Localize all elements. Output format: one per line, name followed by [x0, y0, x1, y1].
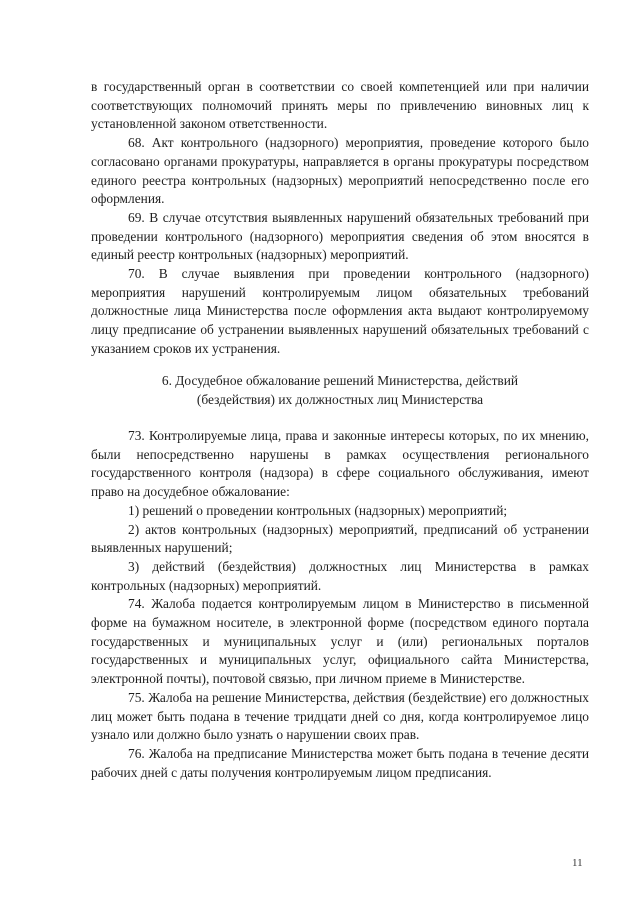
- list-item-2: 2) актов контрольных (надзорных) мероприятий, предписаний об устранении выявленных нарушений;: [91, 521, 589, 556]
- paragraph-69: 69. В случае отсутствия выявленных нарушений обязательных требований при проведении контрольного (надзорного) мероприятия сведения об этом вносятся в единый реестр контрольных (надзорных) мероприятий.: [91, 209, 589, 263]
- page-number: 11: [572, 857, 583, 869]
- list-item-1: 1) решений о проведении контрольных (надзорных) мероприятий;: [128, 502, 508, 518]
- list-item-3: 3) действий (бездействия) должностных лиц Министерства в рамках контрольных (надзорных) мероприятий.: [91, 558, 589, 593]
- section-heading: [91, 372, 589, 409]
- paragraph-continuation: в государственный орган в соответствии со своей компетенцией или при наличии соответствующих полномочий принять меры по привлечению виновных лиц к установленной законом ответственности.: [91, 79, 589, 132]
- section-heading-line-1: 6. Досудебное обжалование решений Министерства, действий: [161, 373, 519, 388]
- paragraph-68: 68. Акт контрольного (надзорного) мероприятия, проведение которого было согласовано органами прокуратуры, направляется в органы прокуратуры посредством единого реестра контрольных (надзорных) мероприятий непосредственно после его оформления.: [91, 135, 589, 207]
- paragraph-76: 76. Жалоба на предписание Министерства может быть подана в течение десяти рабочих дней с даты получения контролируемым лицом предписания.: [91, 745, 589, 780]
- section-heading-line-2: (бездействия) их должностных лиц Министерства: [196, 391, 484, 407]
- paragraph-73: 73. Контролируемые лица, права и законные интересы которых, по их мнению, были непосредственно нарушены в рамках осуществления регионального государственного контроля (надзора) в сфере социального обслуживания, имеют право на досудебное обжалование:: [91, 428, 589, 500]
- bottom-text-block: [91, 427, 589, 782]
- paragraph-74: 74. Жалоба подается контролируемым лицом в Министерство в письменной форме на бумажном носителе, в электронной форме (посредством единого портала государственных и муниципальных услуг и (или) региональных порталов государственных и муниципальных услуг, официального сайта Министерства, электронной почты), почтовой связью, при личном приеме в Министерстве.: [91, 596, 589, 687]
- paragraph-75: 75. Жалоба на решение Министерства, действия (бездействие) его должностных лиц может быть подана в течение тридцати дней со дня, когда контролируемое лицо узнало или должно было узнать о нарушении своих прав.: [91, 689, 589, 743]
- top-text-block: [91, 78, 589, 359]
- paragraph-70: 70. В случае выявления при проведении контрольного (надзорного) мероприятия нарушений контролируемым лицом обязательных требований должностные лица Министерства после оформления акта выдают контролируемому лицу предписание об устранении выявленных нарушений обязательных требований с указанием сроков их устранения.: [91, 266, 589, 356]
